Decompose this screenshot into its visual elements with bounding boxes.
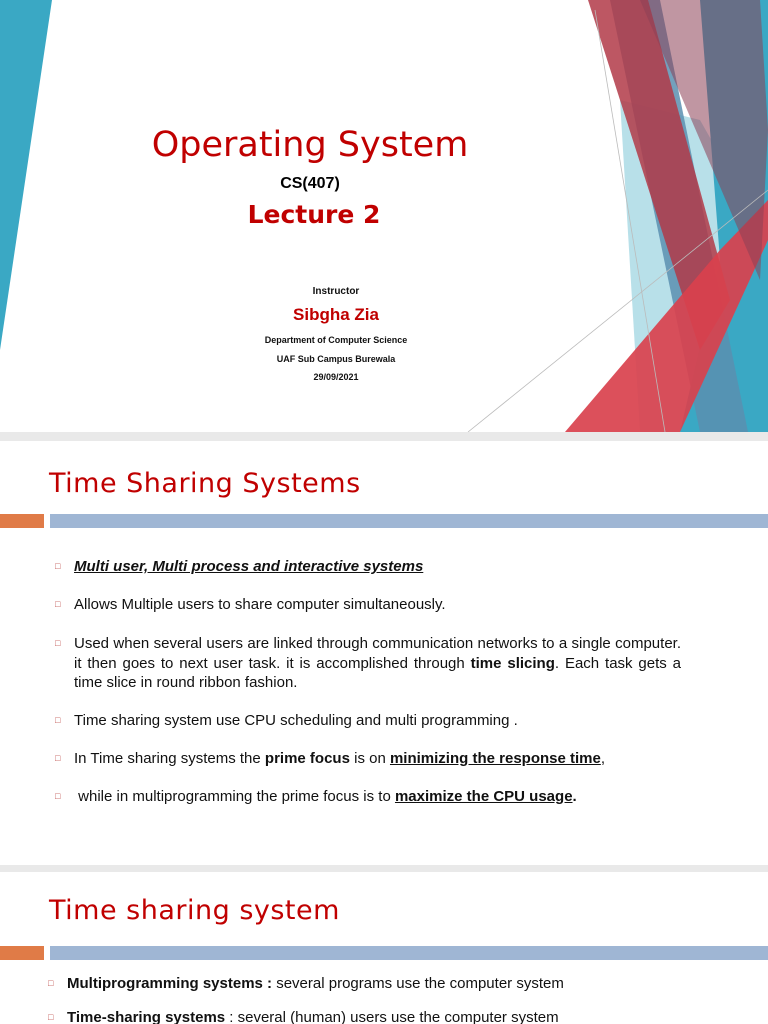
department: Department of Computer Science — [264, 335, 408, 345]
accent-bar-orange — [0, 946, 44, 960]
course-code: CS(407) — [280, 175, 340, 192]
bullet-text — [67, 974, 748, 994]
list-item — [55, 634, 681, 693]
list-item — [48, 974, 748, 994]
list-item — [55, 595, 681, 615]
text-run: . Each task gets a time slice in round ribbon fashion. — [74, 654, 682, 691]
bullet-square-icon: □ — [48, 978, 54, 988]
bullet-square-icon: □ — [55, 599, 61, 609]
accent-bar-blue — [50, 946, 768, 960]
bullet-text: Time sharing system use CPU scheduling and multi programming . — [74, 712, 518, 729]
emphasis-time-sharing: Time-sharing systems — [67, 1009, 226, 1024]
text-run: Used when several users are linked through communication networks to a single computer. it then goes to next user task. it is accomplished through — [74, 635, 681, 672]
bullet-text — [74, 634, 681, 693]
instructor-label: Instructor — [312, 286, 360, 297]
text-run: is on — [349, 750, 390, 767]
title-slide — [0, 0, 768, 432]
emphasis-prime-focus: prime focus — [264, 750, 350, 767]
accent-bar-blue — [50, 514, 768, 528]
bullet-square-icon: □ — [55, 638, 61, 648]
list-item — [55, 787, 681, 807]
bullet-text — [74, 787, 681, 807]
bullet-text: Multi user, Multi process and interactive systems — [74, 558, 424, 575]
time-sharing-systems-slide — [0, 441, 768, 865]
list-item — [55, 557, 681, 577]
emphasis-cpu-usage: maximize the CPU usage — [394, 788, 573, 805]
bullet-square-icon: □ — [55, 753, 61, 763]
text-run: , — [600, 750, 606, 767]
bullet-square-icon: □ — [55, 561, 61, 571]
bullet-text: Allows Multiple users to share computer simultaneously. — [74, 596, 446, 613]
accent-bar-orange — [0, 514, 44, 528]
instructor-name: Sibgha Zia — [293, 305, 379, 324]
slide-separator — [0, 865, 768, 872]
lecture-number: Lecture 2 — [247, 200, 381, 229]
campus: UAF Sub Campus Burewala — [276, 354, 396, 364]
date: 29/09/2021 — [313, 372, 359, 382]
time-sharing-system-slide — [0, 872, 768, 1024]
text-run: while in multiprogramming the prime focus is to — [74, 788, 395, 805]
slide-separator — [0, 432, 768, 441]
text-run: several programs use the computer system — [272, 975, 564, 992]
emphasis-time-slicing: time slicing — [470, 654, 555, 672]
bullet-square-icon: □ — [55, 715, 61, 725]
text-run: : several (human) users use the computer system — [225, 1009, 559, 1024]
text-run: In Time sharing systems the — [74, 750, 265, 767]
text-run: . — [572, 788, 577, 805]
bullet-text — [74, 749, 681, 769]
slide-title: Time Sharing Systems — [49, 468, 361, 499]
bullet-square-icon: □ — [48, 1012, 54, 1022]
list-item — [48, 1008, 748, 1024]
bullet-square-icon: □ — [55, 791, 61, 801]
list-item — [55, 711, 681, 731]
bullet-text — [67, 1008, 748, 1024]
emphasis-multiprogramming: Multiprogramming systems : — [67, 975, 273, 992]
slide-title: Time sharing system — [49, 895, 340, 926]
emphasis-response-time: minimizing the response time — [389, 750, 601, 767]
presentation-title: Operating System — [151, 125, 469, 165]
list-item — [55, 749, 681, 769]
